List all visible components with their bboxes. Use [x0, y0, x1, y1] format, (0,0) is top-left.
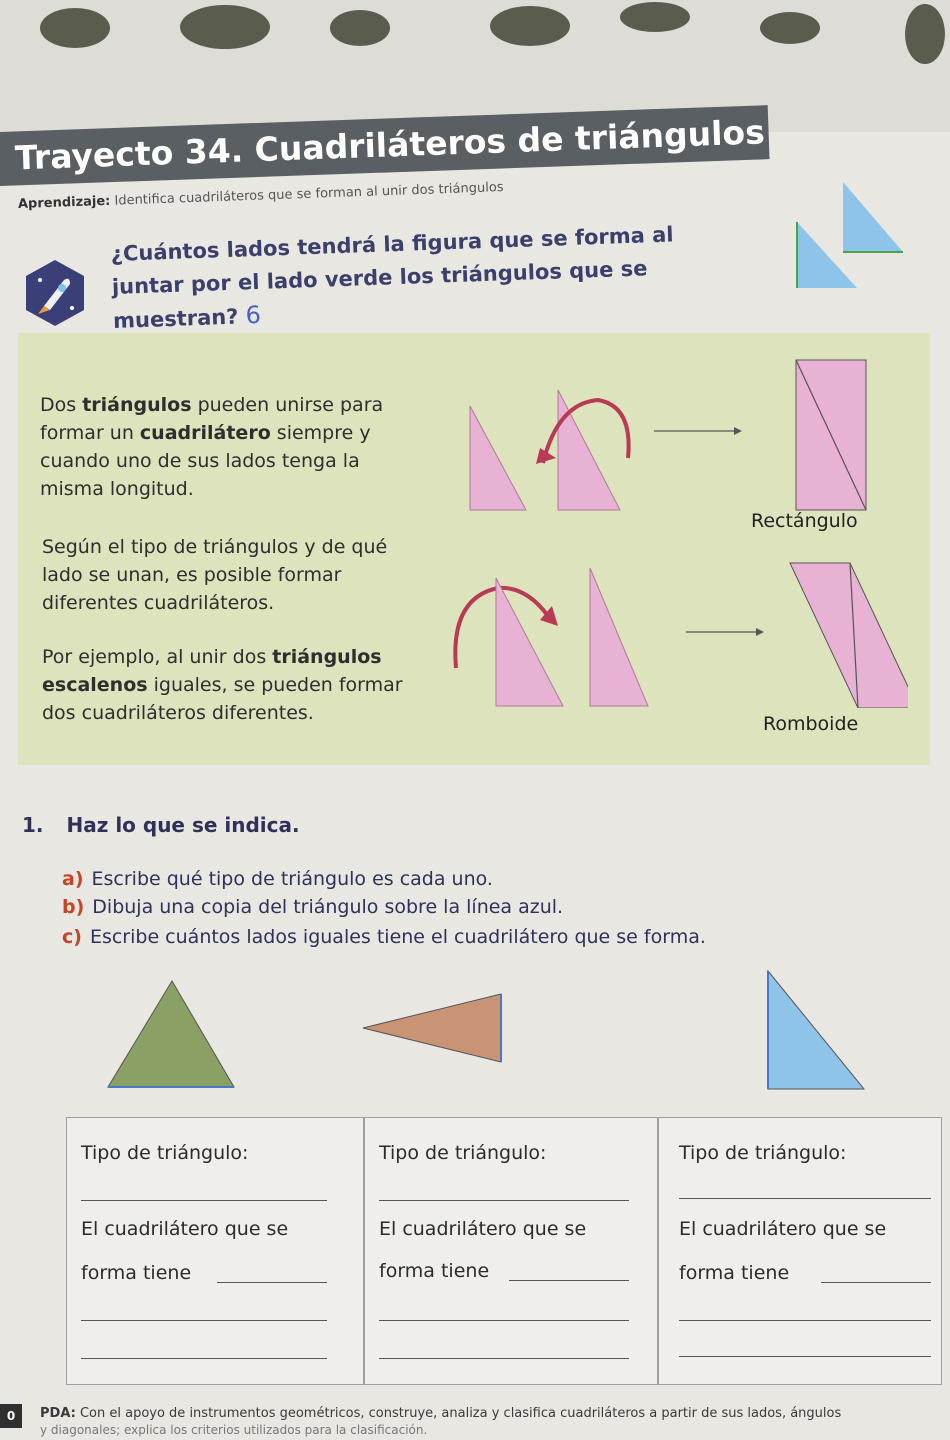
learning-objective	[18, 180, 504, 212]
instruction-b	[62, 896, 563, 918]
info-text: siempre y cuando uno de sus lados tenga la misma longitud.	[40, 422, 371, 500]
info-bold-text: triángulos escalenos	[42, 646, 382, 696]
instruction-letter: c)	[62, 926, 82, 948]
learning-label: Aprendizaje:	[17, 193, 111, 212]
quad-answer-line[interactable]	[379, 1358, 629, 1359]
pink-triangle-left	[470, 406, 526, 510]
green-triangle-figure	[100, 975, 240, 1095]
quad-label: El cuadrilátero que se	[81, 1218, 289, 1240]
info-bold-text: triángulos	[82, 394, 192, 416]
quad-label: El cuadrilátero que se	[379, 1218, 587, 1240]
orange-triangle	[363, 994, 501, 1062]
triangle-type-answer-line[interactable]	[679, 1198, 931, 1199]
triangle-type-answer-line[interactable]	[81, 1200, 327, 1201]
question-triangles	[795, 180, 905, 290]
pda-label: PDA:	[40, 1406, 76, 1421]
pink-triangle-right	[558, 390, 620, 510]
page-number-badge: 0	[0, 1404, 22, 1428]
leaf-decoration	[330, 10, 390, 46]
leaf-decoration	[905, 4, 945, 64]
triangle-type-label: Tipo de triángulo:	[679, 1142, 847, 1164]
leaf-decoration	[490, 6, 570, 46]
pda-footer	[40, 1405, 940, 1422]
rectangle-figure	[458, 358, 898, 518]
info-text: Por ejemplo, al unir dos	[42, 646, 273, 668]
arrow-head	[756, 628, 764, 636]
question-text: ¿Cuántos lados tendrá la figura que se forma al juntar por el lado verde los triángulos que se muestran?	[110, 222, 674, 333]
romboid-shape	[790, 563, 908, 708]
info-text: iguales, se pueden formar dos cuadriláteros diferentes.	[42, 674, 403, 724]
triangle-type-label: Tipo de triángulo:	[379, 1142, 547, 1164]
warmup-question	[110, 216, 753, 338]
quad-label: forma tiene	[679, 1262, 790, 1284]
triangle-type-answer-line[interactable]	[379, 1200, 629, 1201]
instruction-a	[62, 868, 493, 890]
pda-text: Con el apoyo de instrumentos geométricos, construye, analiza y clasifica cuadriláteros a partir de sus lados, ángulos	[75, 1406, 842, 1421]
quad-answer-line[interactable]	[509, 1280, 629, 1281]
triangle-type-label: Tipo de triángulo:	[81, 1142, 249, 1164]
pink-triangle-right	[590, 568, 648, 706]
info-paragraph-1	[40, 391, 410, 503]
instruction-text: Escribe qué tipo de triángulo es cada uno.	[91, 868, 493, 890]
blue-triangle-figure	[760, 965, 870, 1095]
pda-footer-continued: y diagonales; explica los criterios utilizados para la clasificación.	[40, 1423, 428, 1437]
quad-label: forma tiene	[379, 1260, 490, 1282]
quad-answer-line[interactable]	[217, 1282, 327, 1283]
orange-triangle-figure	[355, 988, 510, 1068]
handwritten-answer: 6	[245, 300, 262, 330]
quad-answer-line[interactable]	[821, 1282, 931, 1283]
quad-answer-line[interactable]	[379, 1320, 629, 1321]
info-paragraph-2: Según el tipo de triángulos y de qué lado se unan, es posible formar diferentes cuadriláteros.	[42, 536, 388, 614]
decorative-top-band	[0, 0, 950, 132]
blue-triangle-top	[843, 182, 903, 252]
romboid-figure	[438, 558, 908, 708]
quad-label: forma tiene	[81, 1262, 192, 1284]
leaf-decoration	[40, 8, 110, 48]
exercise-title	[22, 813, 300, 837]
leaf-decoration	[620, 2, 690, 32]
label-romboid: Romboide	[763, 713, 859, 735]
page-title: Trayecto 34. Cuadriláteros de triángulos	[0, 105, 770, 186]
instruction-text: Dibuja una copia del triángulo sobre la línea azul.	[92, 896, 564, 918]
rocket-icon	[20, 258, 90, 328]
green-triangle	[108, 981, 234, 1087]
info-bold-text: cuadrilátero	[139, 422, 271, 444]
quad-answer-line[interactable]	[81, 1320, 327, 1321]
leaf-decoration	[760, 12, 820, 44]
info-text: pueden unirse para formar un	[40, 394, 384, 444]
answer-box-2	[364, 1117, 658, 1385]
instruction-c	[62, 926, 706, 948]
quad-answer-line[interactable]	[679, 1320, 931, 1321]
instruction-letter: b)	[62, 896, 85, 918]
quad-answer-line[interactable]	[81, 1358, 327, 1359]
instruction-text: Escribe cuántos lados iguales tiene el cuadrilátero que se forma.	[89, 926, 706, 948]
answer-box-3	[658, 1117, 942, 1385]
exercise-number: 1.	[22, 813, 44, 837]
blue-triangle	[768, 971, 864, 1089]
answer-box-1	[66, 1117, 364, 1385]
leaf-decoration	[180, 5, 270, 49]
quad-answer-line[interactable]	[679, 1356, 931, 1357]
label-rectangle: Rectángulo	[751, 510, 858, 532]
instruction-letter: a)	[62, 868, 84, 890]
exercise-title-text: Haz lo que se indica.	[66, 813, 300, 837]
arrow-head	[734, 427, 742, 435]
info-box	[18, 333, 930, 765]
quad-label: El cuadrilátero que se	[679, 1218, 887, 1240]
info-paragraph-3	[42, 643, 422, 727]
learning-text: Identifica cuadriláteros que se forman al unir dos triángulos	[114, 180, 504, 209]
info-text: Dos	[40, 394, 83, 416]
